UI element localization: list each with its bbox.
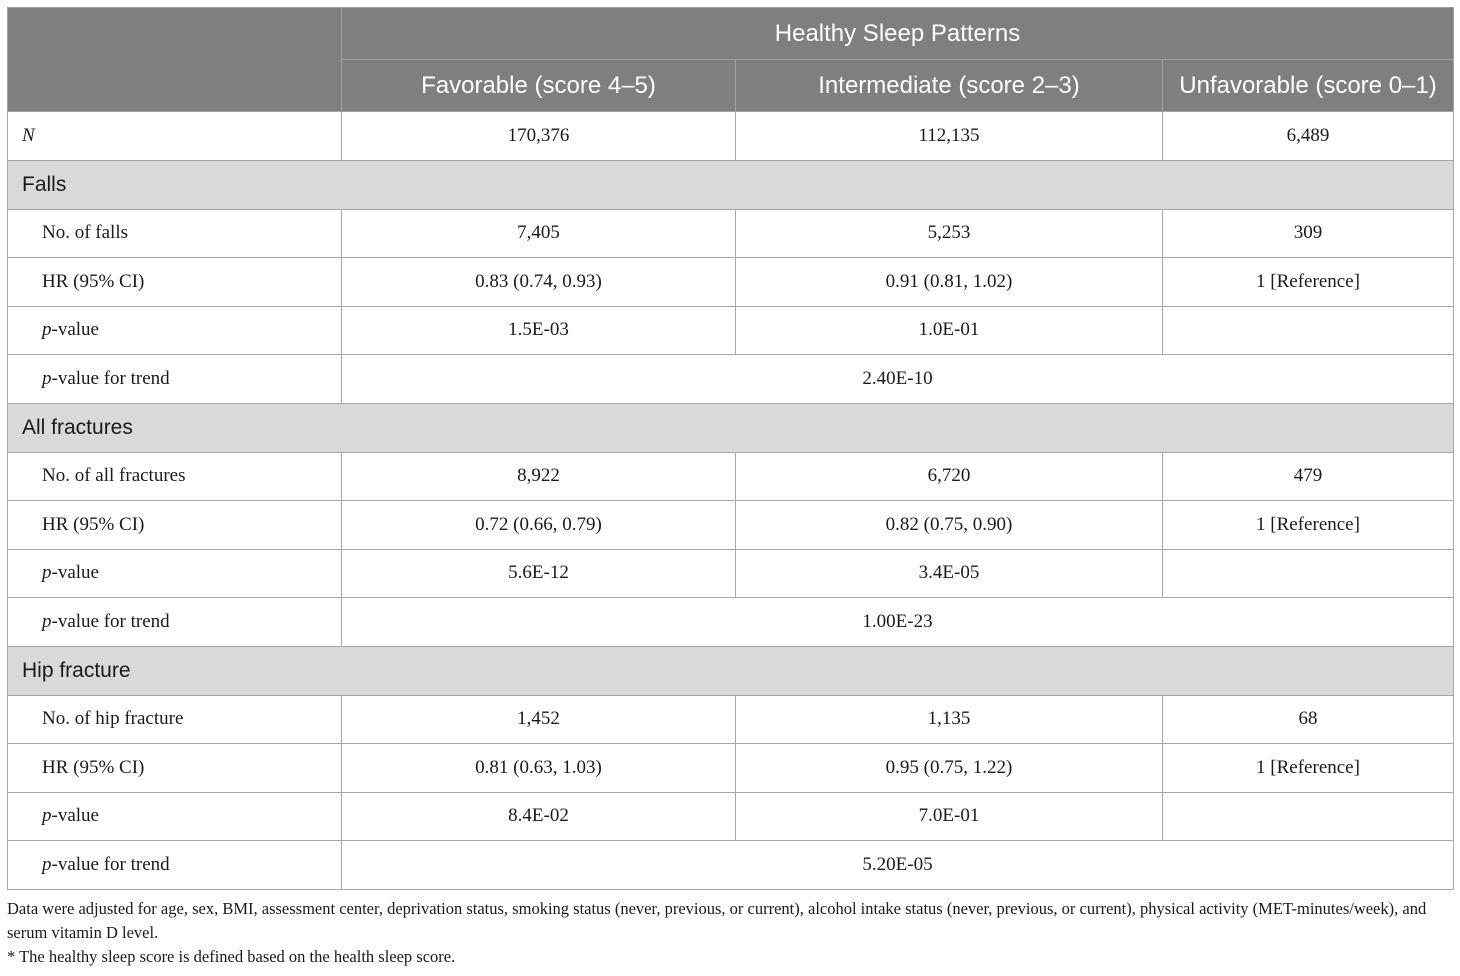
n-value-intermediate: 112,135	[736, 112, 1163, 161]
cell-value	[1163, 549, 1454, 598]
cell-value: 1,135	[736, 695, 1163, 744]
trend-label-rest: -value for trend	[51, 610, 170, 632]
cell-value: 309	[1163, 209, 1454, 258]
table-row	[8, 209, 1454, 258]
cell-value: 7,405	[342, 209, 736, 258]
table-row	[8, 841, 1454, 890]
table-row	[8, 306, 1454, 355]
trend-value: 1.00E-23	[342, 598, 1454, 647]
section-header-all-fractures	[8, 403, 1454, 452]
cell-value: 68	[1163, 695, 1454, 744]
footnote-definition: * The healthy sleep score is defined based on the health sleep score.	[7, 947, 456, 966]
p-label-rest: -value	[51, 805, 99, 827]
row-label: No. of hip fracture	[8, 695, 342, 744]
row-label	[8, 792, 342, 841]
section-header-falls	[8, 160, 1454, 209]
trend-value: 2.40E-10	[342, 355, 1454, 404]
trend-label-rest: -value for trend	[51, 367, 170, 389]
row-label	[8, 598, 342, 647]
row-label	[8, 549, 342, 598]
cell-value: 1 [Reference]	[1163, 744, 1454, 793]
cell-value: 5,253	[736, 209, 1163, 258]
cell-value: 6,720	[736, 452, 1163, 501]
table-row	[8, 501, 1454, 550]
table-row	[8, 598, 1454, 647]
footnote-adjustment: Data were adjusted for age, sex, BMI, assessment center, deprivation status, smoking status (never, previous, or current), alcohol intake status (never, previous, or current), physical activity (MET-minutes/week), and serum vitamin D level.	[7, 899, 1427, 942]
cell-value: 0.91 (0.81, 1.02)	[736, 258, 1163, 307]
cell-value: 3.4E-05	[736, 549, 1163, 598]
cell-value	[1163, 306, 1454, 355]
p-italic: p	[42, 805, 52, 827]
cell-value: 8.4E-02	[342, 792, 736, 841]
table-row	[8, 695, 1454, 744]
p-italic: p	[42, 367, 52, 389]
cell-value: 7.0E-01	[736, 792, 1163, 841]
header-blank-cell	[8, 8, 342, 112]
row-label	[8, 306, 342, 355]
cell-value: 0.83 (0.74, 0.93)	[342, 258, 736, 307]
section-header-hip-fracture	[8, 646, 1454, 695]
section-title: Falls	[8, 160, 1454, 209]
n-value-favorable: 170,376	[342, 112, 736, 161]
section-title: All fractures	[8, 403, 1454, 452]
table-row	[8, 549, 1454, 598]
trend-value: 5.20E-05	[342, 841, 1454, 890]
row-label: No. of falls	[8, 209, 342, 258]
row-label: HR (95% CI)	[8, 258, 342, 307]
column-header-unfavorable: Unfavorable (score 0–1)	[1163, 60, 1454, 112]
cell-value	[1163, 792, 1454, 841]
p-italic: p	[42, 610, 52, 632]
results-table	[7, 7, 1454, 890]
row-label: HR (95% CI)	[8, 501, 342, 550]
cell-value: 0.82 (0.75, 0.90)	[736, 501, 1163, 550]
cell-value: 0.81 (0.63, 1.03)	[342, 744, 736, 793]
cell-value: 5.6E-12	[342, 549, 736, 598]
cell-value: 1 [Reference]	[1163, 258, 1454, 307]
n-value-unfavorable: 6,489	[1163, 112, 1454, 161]
p-italic: p	[42, 319, 52, 341]
section-title: Hip fracture	[8, 646, 1454, 695]
table-footnotes	[7, 897, 1453, 969]
p-italic: p	[42, 562, 52, 584]
column-header-favorable: Favorable (score 4–5)	[342, 60, 736, 112]
cell-value: 0.72 (0.66, 0.79)	[342, 501, 736, 550]
row-label: No. of all fractures	[8, 452, 342, 501]
n-row	[8, 112, 1454, 161]
table-row	[8, 792, 1454, 841]
trend-label-rest: -value for trend	[51, 853, 170, 875]
n-label: N	[8, 112, 342, 161]
p-italic: p	[42, 853, 52, 875]
table-row	[8, 258, 1454, 307]
table-row	[8, 744, 1454, 793]
cell-value: 1.0E-01	[736, 306, 1163, 355]
table-row	[8, 452, 1454, 501]
cell-value: 1,452	[342, 695, 736, 744]
row-label	[8, 841, 342, 890]
table-row	[8, 355, 1454, 404]
group-header: Healthy Sleep Patterns	[342, 8, 1454, 60]
p-label-rest: -value	[51, 562, 99, 584]
p-label-rest: -value	[51, 319, 99, 341]
column-header-intermediate: Intermediate (score 2–3)	[736, 60, 1163, 112]
cell-value: 0.95 (0.75, 1.22)	[736, 744, 1163, 793]
cell-value: 479	[1163, 452, 1454, 501]
cell-value: 1 [Reference]	[1163, 501, 1454, 550]
row-label: HR (95% CI)	[8, 744, 342, 793]
row-label	[8, 355, 342, 404]
cell-value: 8,922	[342, 452, 736, 501]
cell-value: 1.5E-03	[342, 306, 736, 355]
